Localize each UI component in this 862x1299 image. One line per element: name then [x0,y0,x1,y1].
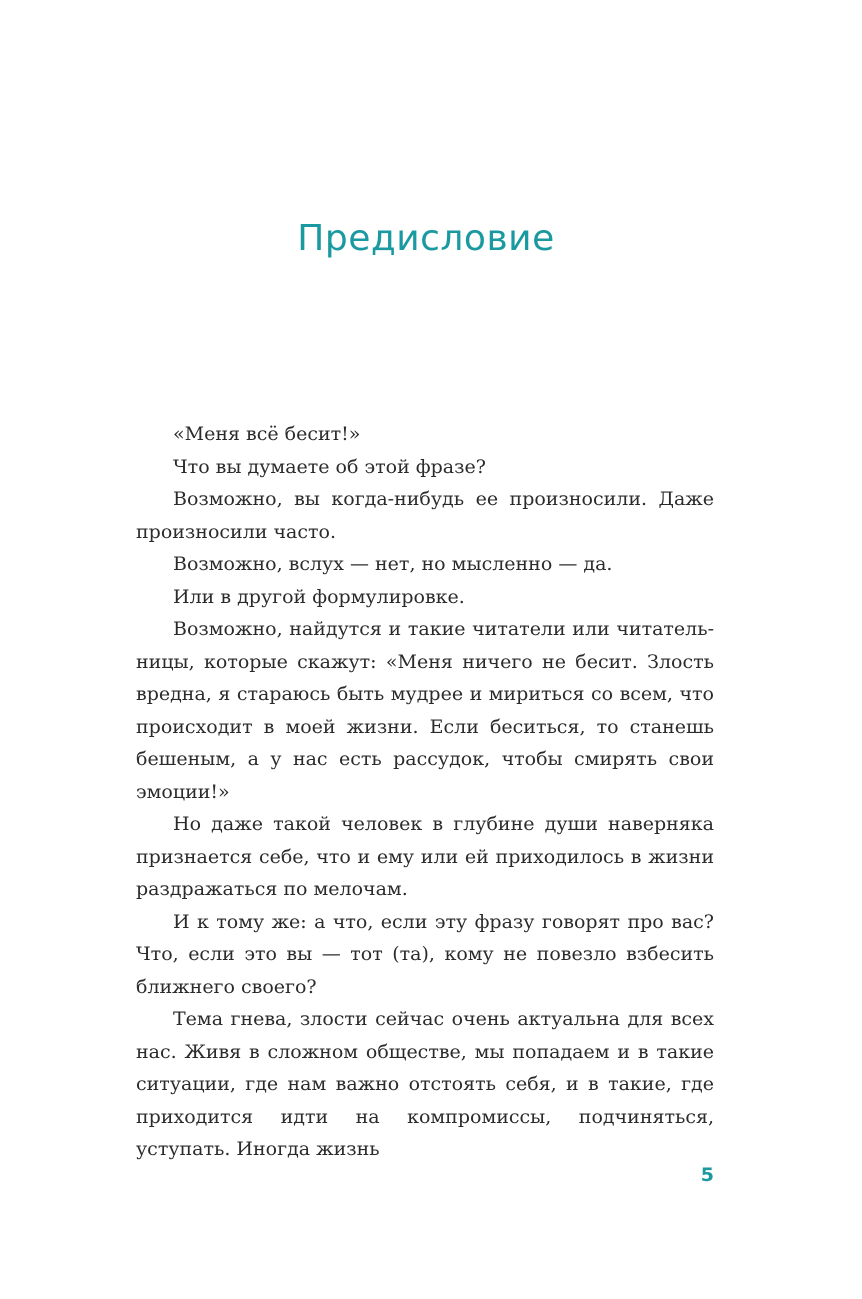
paragraph: Возможно, найдутся и такие читатели или читательницы, которые скажут: «Меня ничего не бесит. Злость вредна, я стараюсь быть мудрее и мириться со всем, что происходит в моей жизни. Если беситься, то станешь бешеным, а у нас есть рассудок, чтобы смирять свои эмоции!» [136,618,714,803]
paragraph: И к тому же: а что, если эту фразу говорят про вас? Что, если это вы — тот (та), кому не повезло взбесить ближнего своего? [136,910,714,998]
body-text [136,418,714,1166]
page-number: 5 [700,1164,714,1186]
paragraph: Возможно, вслух — нет, но мысленно — да. [173,553,613,575]
paragraph: «Меня всё бесит!» [173,423,361,445]
paragraph: Что вы думаете об этой фразе? [173,455,486,478]
paragraph: Или в другой формулировке. [173,585,465,608]
paragraph: Но даже такой человек в глубине души наверняка признается себе, что и ему или ей приходилось в жизни раздражаться по мелочам. [136,813,714,900]
paragraph: Тема гнева, злости сейчас очень актуальна для всех нас. Живя в сложном обществе, мы попадаем и в такие ситуации, где нам важно отстоять себя, и в такие, где приходится идти на компромиссы, подчиняться, уступать. Иногда жизнь [136,1008,714,1160]
chapter-title: Предисловие [297,218,555,259]
paragraph: Возможно, вы когда-нибудь ее произносили. Даже произносили часто. [136,488,714,543]
